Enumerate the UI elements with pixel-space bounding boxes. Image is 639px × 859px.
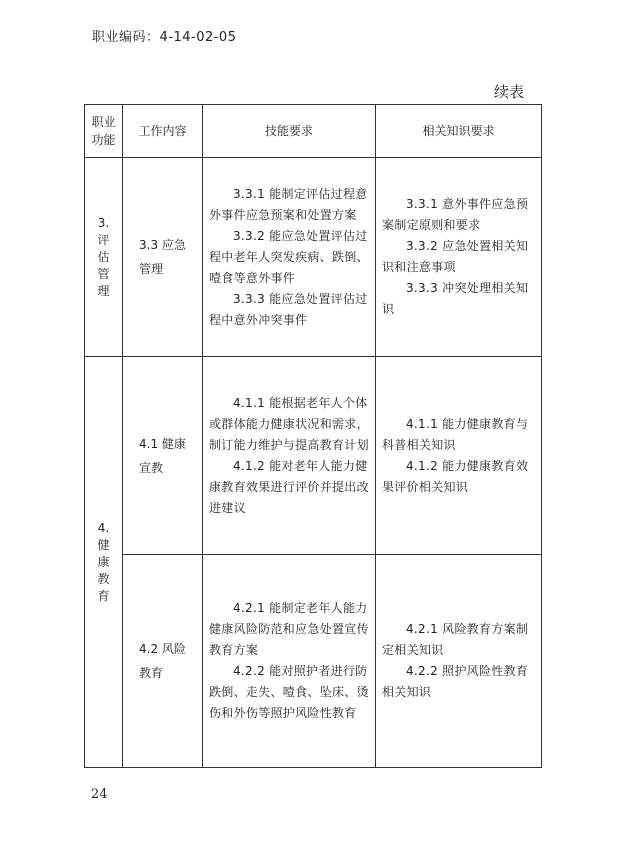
header-work-content: 工作内容	[123, 105, 203, 158]
function-char: 理	[97, 283, 110, 298]
knowledge-item: 4.1.2 能力健康教育效果评价相关知识	[382, 458, 529, 494]
skills-table	[84, 104, 542, 768]
page-number: 24	[91, 787, 108, 802]
skill-item: 4.2.2 能对照护者进行防跌倒、走失、噎食、坠床、烫伤和外伤等照护风险性教育	[209, 664, 369, 720]
skill-item: 4.1.2 能对老年人能力健康教育效果进行评价并提出改进建议	[209, 458, 369, 515]
knowledge-item: 4.2.2 照护风险性教育相关知识	[382, 664, 529, 699]
knowledge-item: 4.1.1 能力健康教育与科普相关知识	[382, 416, 529, 452]
table-row	[85, 158, 542, 357]
function-number: 4.	[97, 520, 110, 535]
skill-item: 4.1.1 能根据老年人个体或群体能力健康状况和需求，制订能力维护与提高教育计划	[209, 395, 369, 452]
work-content-cell: 4.1 健康宣教	[123, 357, 203, 555]
knowledge-item: 3.3.3 冲突处理相关知识	[382, 281, 529, 316]
knowledge-cell	[376, 555, 542, 768]
skill-item: 3.3.3 能应急处置评估过程中意外冲突事件	[209, 291, 368, 327]
table-row	[85, 555, 542, 768]
header-function: 职业功能	[85, 105, 123, 158]
function-cell	[85, 357, 123, 768]
knowledge-item: 3.3.1 意外事件应急预案制定原则和要求	[382, 197, 529, 232]
work-content-cell: 4.2 风险教育	[123, 555, 203, 768]
work-content-cell: 3.3 应急管理	[123, 158, 203, 357]
function-char: 评	[97, 232, 110, 247]
table-header-row	[85, 105, 542, 158]
function-cell	[85, 158, 123, 357]
function-char: 育	[97, 588, 110, 603]
function-char: 康	[97, 554, 110, 569]
function-char: 教	[97, 571, 110, 586]
header-knowledge-requirements: 相关知识要求	[376, 105, 542, 158]
knowledge-item: 4.2.1 风险教育方案制定相关知识	[382, 622, 529, 657]
skill-cell	[203, 158, 376, 357]
function-char: 估	[97, 249, 110, 264]
continued-label: 续表	[494, 83, 525, 101]
skill-item: 3.3.2 能应急处置评估过程中老年人突发疾病、跌倒、噎食等意外事件	[209, 228, 369, 285]
table-row	[85, 357, 542, 555]
function-char: 健	[97, 537, 110, 552]
skill-item: 4.2.1 能制定老年人能力健康风险防范和应急处置宣传教育方案	[209, 601, 369, 657]
skill-cell	[203, 357, 376, 555]
occupation-code: 职业编码：4-14-02-05	[92, 30, 237, 45]
function-char: 管	[97, 266, 110, 281]
knowledge-item: 3.3.2 应急处置相关知识和注意事项	[382, 239, 529, 274]
skill-item: 3.3.1 能制定评估过程意外事件应急预案和处置方案	[209, 186, 368, 222]
function-number: 3.	[97, 215, 110, 230]
skill-cell	[203, 555, 376, 768]
knowledge-cell	[376, 158, 542, 357]
header-skill-requirements: 技能要求	[203, 105, 376, 158]
knowledge-cell	[376, 357, 542, 555]
